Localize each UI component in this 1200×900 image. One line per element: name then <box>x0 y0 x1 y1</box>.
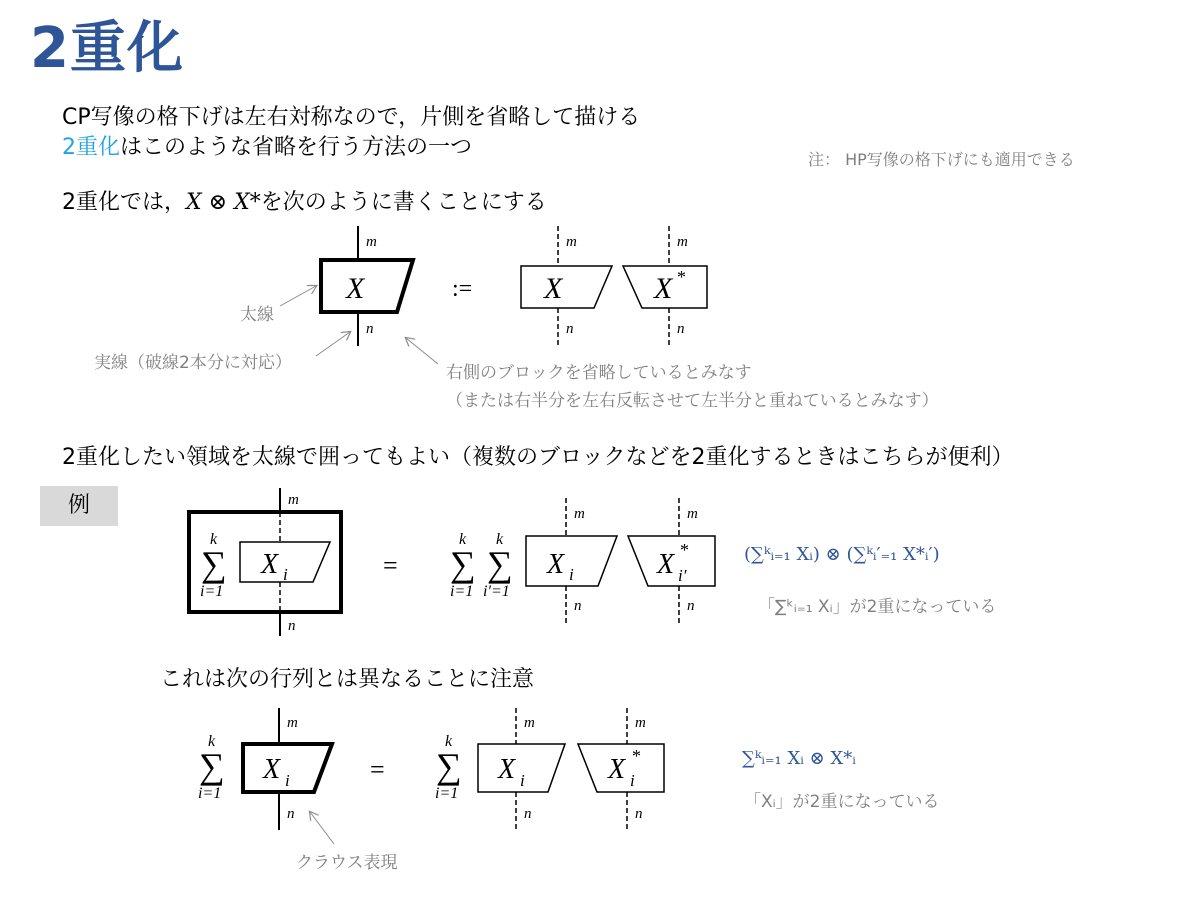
wire-label-n: n <box>574 598 582 614</box>
wire-label-m: m <box>366 234 377 250</box>
symbol-X-left: X <box>544 272 563 305</box>
subscript-i: i <box>569 565 574 584</box>
sum-sign: ∑ <box>450 544 476 584</box>
sum-sign: ∑ <box>199 746 225 786</box>
sum-sign: ∑ <box>201 544 227 584</box>
intro-line-1: CP写像の格下げは左右対称なので，片側を省略して描ける <box>62 105 641 130</box>
arrow-solid <box>316 332 350 356</box>
symbol-Xi: X <box>608 754 626 785</box>
definition-expr: X ⊗ X* <box>186 190 261 215</box>
equals-sign: = <box>370 755 385 784</box>
block-Xi-caution <box>478 708 565 830</box>
equals-sign: = <box>383 551 398 580</box>
example-label: 例 <box>40 486 118 526</box>
subscript-i: i <box>283 565 288 584</box>
doubled-region <box>189 488 341 636</box>
highlight-term: 2重化 <box>62 135 120 160</box>
subscript-i: i <box>285 771 290 790</box>
assign-symbol: := <box>452 276 473 302</box>
label-thick-line: 太線 <box>240 305 274 325</box>
sum-caution-left <box>198 733 225 802</box>
region-heading: 2重化したい領域を太線で囲ってもよい（複数のブロックなどを2重化するときはこちらが便利） <box>62 445 1014 470</box>
sum-sign: ∑ <box>436 746 462 786</box>
page-title: 2重化 <box>30 16 184 81</box>
wire-label-m: m <box>288 492 299 508</box>
symbol-Xi: X <box>263 754 281 785</box>
subscript-iprime: i′ <box>678 566 687 585</box>
wire-label-n: n <box>566 321 574 337</box>
label-omit-mirror: （または右半分を左右反転させて左半分と重ねているとみなす） <box>446 391 939 411</box>
sum-sign: ∑ <box>487 544 513 584</box>
region-note: 「∑ᵏᵢ₌₁ Xᵢ」が2重になっている <box>758 597 997 617</box>
caution-note: 「Xᵢ」が2重になっている <box>744 792 940 812</box>
wire-label-m: m <box>524 715 535 731</box>
block-X <box>521 226 612 346</box>
caution-heading: これは次の行列とは異なることに注意 <box>160 667 535 692</box>
wire-label-m: m <box>574 506 585 522</box>
sum-upper-k: k <box>208 733 216 750</box>
sum-lower-iprime: i′=1 <box>483 583 510 600</box>
subscript-i: i <box>630 771 635 790</box>
block-Xiprime-star <box>628 498 715 624</box>
doubled-block-Xi <box>243 708 332 830</box>
intro-line-2-rest: はこのような省略を行う方法の一つ <box>120 135 473 160</box>
arrow-omit <box>406 338 438 364</box>
block-Xstar <box>623 226 707 346</box>
star-mark: * <box>677 267 686 287</box>
sum-upper-k: k <box>210 531 218 548</box>
wire-label-n: n <box>524 806 532 822</box>
sum-lower-i: i=1 <box>435 785 459 802</box>
wire-label-m: m <box>677 234 688 250</box>
wire-label-m: m <box>635 715 646 731</box>
symbol-Xi: X <box>498 754 516 785</box>
doubled-block-X <box>321 226 413 346</box>
wire-label-n: n <box>288 618 296 634</box>
subscript-i: i <box>520 771 525 790</box>
wire-label-n: n <box>677 321 685 337</box>
intro-note: 注： HP写像の格下げにも適用できる <box>808 150 1075 169</box>
symbol-Xi: X <box>261 549 279 580</box>
wire-label-m: m <box>566 234 577 250</box>
definition-suffix: を次のように書くことにする <box>260 190 547 215</box>
sum-upper-k: k <box>459 531 467 548</box>
label-solid-line: 実線（破線2本分に対応） <box>94 353 292 373</box>
sum-lower-i: i=1 <box>200 583 224 600</box>
sum-caution-right <box>435 733 462 802</box>
star-mark: * <box>680 540 689 560</box>
wire-label-m: m <box>287 715 298 731</box>
symbol-X: X <box>346 272 365 305</box>
region-formula: (∑ᵏᵢ₌₁ Xᵢ) ⊗ (∑ᵏᵢ′₌₁ X*ᵢ′) <box>744 544 940 565</box>
arrow-kraus <box>310 812 334 844</box>
sum-upper-k: k <box>445 733 453 750</box>
symbol-Xi: X <box>547 549 565 580</box>
definition-prefix: 2重化では， <box>62 190 186 215</box>
wire-label-n: n <box>687 598 695 614</box>
label-kraus: クラウス表現 <box>296 853 398 873</box>
caution-formula: ∑ᵏᵢ₌₁ Xᵢ ⊗ X*ᵢ <box>742 748 856 769</box>
symbol-Xi: X <box>657 549 675 580</box>
label-omit-right: 右側のブロックを省略しているとみなす <box>446 363 752 383</box>
sum-upper-k: k <box>496 531 504 548</box>
wire-label-n: n <box>366 321 374 337</box>
block-Xi <box>526 498 617 624</box>
arrow-thick <box>280 286 316 306</box>
wire-label-n: n <box>287 806 295 822</box>
symbol-Xstar: X <box>654 272 673 305</box>
wire-label-n: n <box>635 806 643 822</box>
block-Xi-star-caution <box>578 708 664 830</box>
sum-lower-i: i=1 <box>198 785 222 802</box>
sum-lower-i: i=1 <box>450 583 474 600</box>
star-mark: * <box>632 746 641 766</box>
wire-label-m: m <box>687 506 698 522</box>
double-sum <box>450 531 513 600</box>
